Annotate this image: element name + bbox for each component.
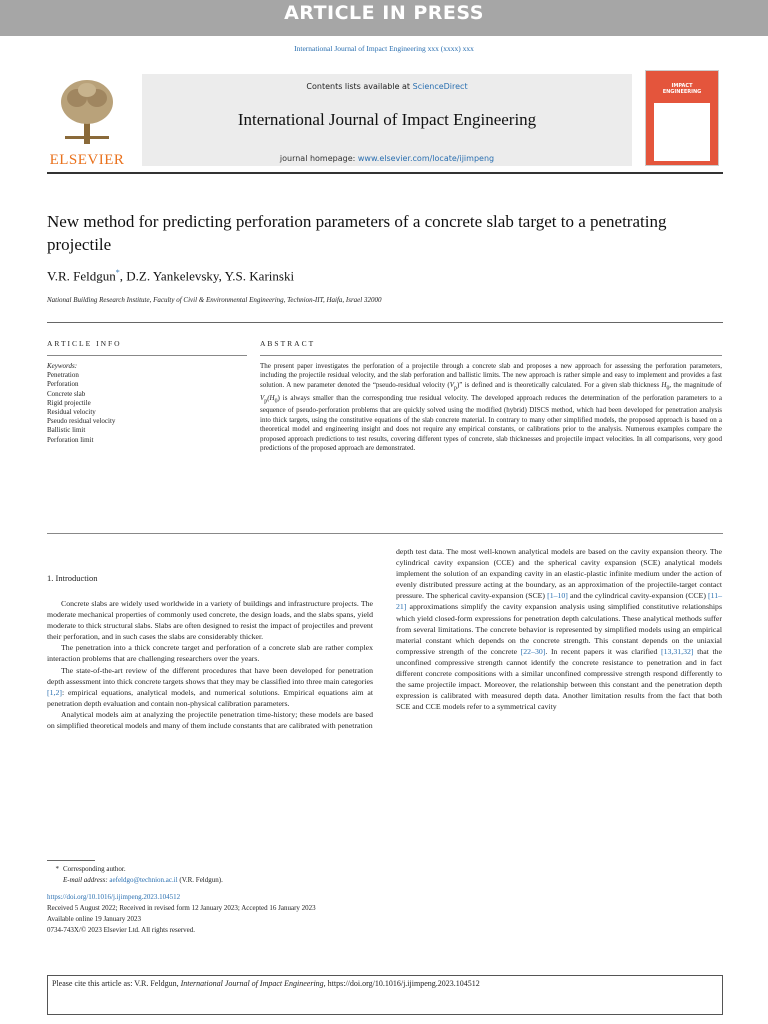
keyword: Ballistic limit [47,426,86,435]
article-info-rule [47,355,247,356]
reference-link[interactable]: [13,31,32] [661,646,694,656]
available-online: Available online 19 January 2023 [47,915,141,923]
keyword: Rigid projectile [47,398,91,407]
paragraph-part: : empirical equations, analytical models, and numerical solutions. Empirical equations aim at penetration depth evaluation and contain non-physical calibration parameters. [47,687,373,708]
author-feldgun[interactable]: V.R. Feldgun [47,268,116,284]
keyword: Residual velocity [47,408,96,417]
email-link[interactable]: aefeldgo@technion.ac.il [109,876,178,884]
reference-link[interactable]: [11–21] [396,591,722,612]
cover-panel [654,103,710,161]
elsevier-tree-icon [57,76,117,146]
reference-link[interactable]: [1,2] [47,687,62,697]
article-info-heading: ARTICLE INFO [47,339,122,348]
cover-title: IMPACT ENGINEERING [662,83,702,95]
abstract-bottom-rule [47,533,723,534]
sciencedirect-link[interactable]: ScienceDirect [412,82,468,91]
symbol-h: H [661,380,667,389]
journal-masthead [47,70,723,168]
paragraph-part: depth test data. The most well-known analytical models are based on the cavity expansion theory. The cylindrical cavity expansion (CCE) and the spherical cavity expansion (SCE) analytical models implement the solution of an expanding cavity in an elastic-plastic infinite medium under the action of evenly distributed pressure acting at the boundary, as an approximation of the projectile-target contact pressure. The spherical cavity-expansion (SCE) [396,547,722,601]
elsevier-wordmark: ELSEVIER [49,152,125,168]
symbol-sub: 0 [666,385,670,392]
footnote-mark: * [55,865,59,873]
contents-prefix: Contents lists available at [306,82,413,91]
symbol-sub: p [264,398,268,404]
corresponding-label: Corresponding author. [63,865,126,873]
symbol-v: V [260,393,265,402]
journal-title: International Journal of Impact Engineering [237,110,537,129]
email-note [47,875,447,886]
author-list [47,268,294,284]
journal-citation-line[interactable]: International Journal of Impact Engineering xxx (xxxx) xxx [294,44,474,53]
masthead-rule [47,172,723,174]
citation-doi[interactable]: , https://doi.org/10.1016/j.ijimpeng.2023.104512 [323,979,480,988]
reference-link[interactable]: [22–30] [520,646,546,656]
symbol-sub: p [454,385,457,392]
abstract-part: , the magnitude of [669,380,722,389]
citation-prefix: Please cite this article as: V.R. Feldgun, [52,979,181,988]
received-dates: Received 5 August 2022; Received in revised form 12 January 2023; Accepted 16 January 2023 [47,904,316,912]
symbol-sub: 0 [274,398,278,404]
header-rule [47,322,723,323]
paragraph: The penetration into a thick concrete target and perforation of a concrete slab are rather complex interaction problems that are challenging researchers over the years. [47,643,373,664]
paragraph-part: The state-of-the-art review of the different procedures that have been developed for penetration depth assessment into thick concrete targets shows that they may be classified into three main categories [47,665,373,686]
keyword: Perforation [47,380,79,389]
homepage-line [142,154,632,163]
author-others: , D.Z. Yankelevsky, Y.S. Karinski [119,268,295,284]
paragraph [47,665,373,709]
abstract-part: )” is defined and is theoretically calculated. For a given slab thickness [456,380,662,389]
abstract-heading: ABSTRACT [260,339,316,348]
citation-journal: International Journal of Impact Engineering [180,979,324,988]
keywords-list [47,362,247,445]
symbol-h: (H [267,393,275,402]
journal-cover-thumbnail[interactable] [645,70,719,166]
keyword: Concrete slab [47,389,86,398]
paragraph [396,546,722,712]
abstract-part: The present paper investigates the perforation of a projectile through a concrete slab and proposes a new approach for assessing the perforation parameters, including the projectile residual velocity, and the slab perforation and ballistic limits. The new approach is rather simple and easy to implement and provides a fast solution. A new parameter denoted the “pseudo-residual velocity ( [260,362,722,389]
paragraph-part: approximations simplify the cavity expansion analysis using simplified constitutive relationships which yield closed-form expressions for penetration depth calculations. These analytical methods suffer from several limitations. The concrete behavior is represented by simplified models using an empirical material constant which depends on the concrete strength. This constant depends on the uniaxial compressive strength of the concrete [396,602,722,656]
footnotes [47,864,447,936]
body-column-left [47,598,373,731]
corresponding-author-note [47,864,447,875]
keyword: Penetration [47,371,79,380]
paragraph-part: . In recent papers it was clarified [545,646,662,656]
homepage-link[interactable]: www.elsevier.com/locate/ijimpeng [357,154,495,163]
abstract-text [260,362,722,453]
body-column-right [396,546,722,712]
masthead-center [142,74,632,166]
email-suffix: (V.R. Feldgun). [177,876,223,884]
keywords-label: Keywords: [47,362,78,370]
email-label: E-mail address: [63,876,110,884]
doi-link[interactable]: https://doi.org/10.1016/j.ijimpeng.2023.104512 [47,893,181,901]
banner-title: ARTICLE IN PRESS [284,2,484,24]
citation-box [47,975,723,1015]
keyword: Pseudo residual velocity [47,417,116,426]
reference-link[interactable]: [1–10] [547,591,568,601]
symbol-v: V [449,380,455,389]
article-title: New method for predicting perforation parameters of a concrete slab target to a penetrating projectile [47,212,667,254]
copyright: 0734-743X/© 2023 Elsevier Ltd. All rights reserved. [47,926,196,934]
homepage-prefix: journal homepage: [279,154,358,163]
corresponding-author-mark[interactable]: * [115,268,120,277]
article-in-press-banner [0,0,768,36]
section-heading-introduction: 1. Introduction [47,573,98,583]
paragraph-part: and the cylindrical cavity-expansion (CCE) [567,591,708,601]
paragraph-part: that the unconfined compressive strength cannot identify the concrete resistance to penetration and in fact different concrete compositions with a similar unconfined compressive strength respond differently to the same projectile impact. Moreover, the relationship between this constant and the penetration depth expression is calibrated with measured depth data. Another limitation results from the fact that both SCE and CCE models refer to a symmetrical cavity [396,646,722,712]
abstract-part: ) is always smaller than the corresponding true residual velocity. The developed approach reduces the determination of the perforation parameters to a sequence of pseudo-perforation problems that are quickly solved using the modified (hybrid) DISCS method, which had been developed for penetration analysis into thick targets, using the constitutive equations of the slab concrete material. In contrary to many other simplified models, the proposed approach is based on a theoretical model and engineering insight and does not require any empirical constants, or calibrations prior to the analysis. Numerous examples compare the proposed approach predictions to test results, covering different types of concrete, slab thicknesses and projectile impact velocities. In all comparisons, very good predictions of the proposed approach are demonstrated. [260,393,722,453]
abstract-rule [260,355,722,356]
footnote-rule [47,860,95,861]
affiliation: National Building Research Institute, Faculty of Civil & Environmental Engineering, Technion-IIT, Haifa, Israel 32000 [47,296,382,304]
citation-text [52,979,480,988]
contents-line [142,82,632,91]
elsevier-logo[interactable] [47,74,127,166]
keyword: Perforation limit [47,435,94,444]
paragraph: Concrete slabs are widely used worldwide in a variety of buildings and infrastructure projects. The moderate mechanical properties of commonly used concrete, the design loads, and the slabs spans, yield moderate to thick structural slabs. Slabs are often designed to resist the impact of projectiles and prevent their perforation, and in such cases the slabs are considerably thicker. [47,599,373,642]
paragraph: Analytical models aim at analyzing the projectile penetration time-history; these models are based on simplified theoretical models and many of them include constants that are calibrated with penetration [47,709,373,731]
